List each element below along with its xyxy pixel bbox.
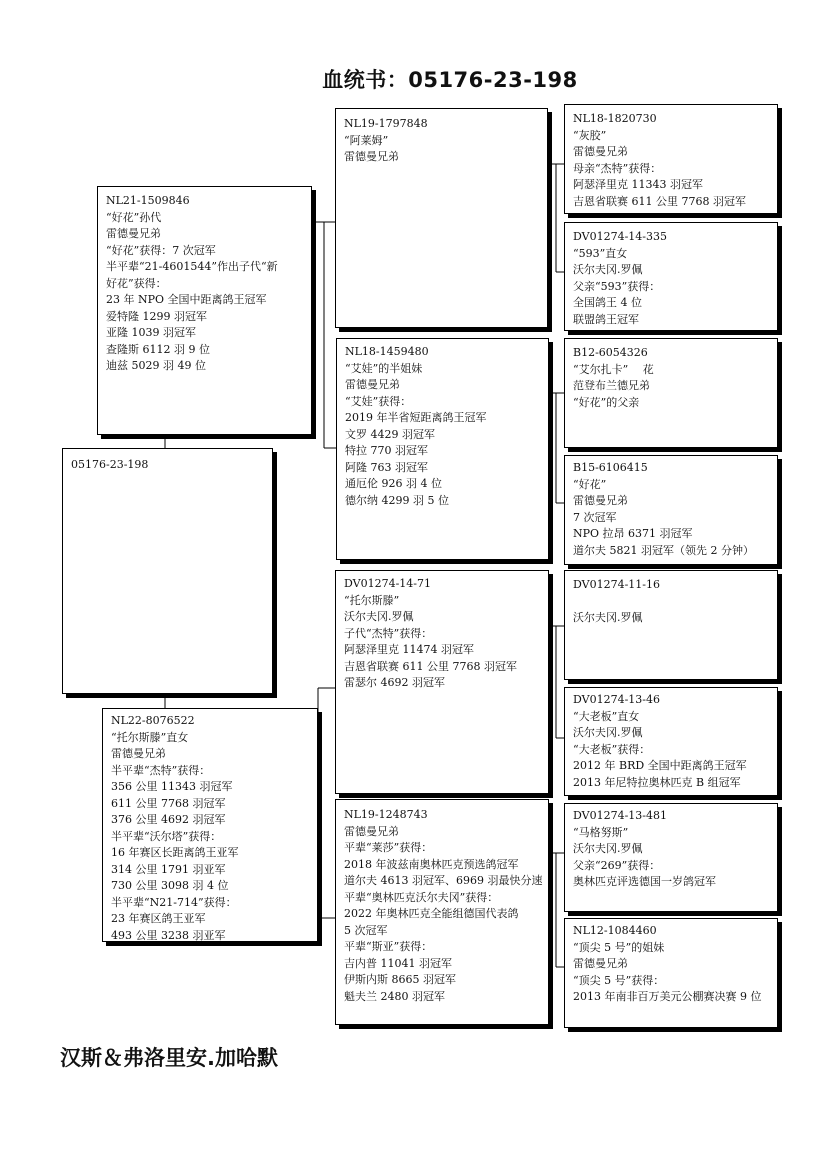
pedigree-card-dam-sire xyxy=(335,570,549,794)
ring-number: DV01274-13-46 xyxy=(573,693,660,706)
pedigree-text-line: 2012 年 BRD 全国中距离鸽王冠军 xyxy=(573,759,747,772)
pedigree-text-line: 雷德曼兄弟 xyxy=(344,824,399,838)
pedigree-text-line: 道尔夫 4613 羽冠军、6969 羽最快分速 xyxy=(344,874,543,887)
pedigree-card-dam-dam-dam xyxy=(564,918,778,1028)
pedigree-text-line: 雷德曼兄弟 xyxy=(106,227,161,240)
pedigree-text-line: “大老板”获得： xyxy=(573,742,651,756)
pedigree-text-line: 通厄伦 926 羽 4 位 xyxy=(345,477,442,490)
ring-number: B12-6054326 xyxy=(573,346,648,359)
pedigree-text-line: 魁夫兰 2480 羽冠军 xyxy=(344,989,445,1003)
ring-number: NL12-1084460 xyxy=(573,924,657,937)
pedigree-text-line: 父亲“269”获得： xyxy=(573,858,661,872)
pedigree-text-line: 吉恩省联赛 611 公里 7768 羽冠军 xyxy=(344,659,517,673)
pedigree-text-line: 沃尔夫冈.罗佩 xyxy=(573,611,643,624)
pedigree-text-line: 阿瑟泽里克 11343 羽冠军 xyxy=(573,178,703,191)
pedigree-card-sire-dam-dam xyxy=(564,455,778,565)
pedigree-text-line: “顶尖 5 号”获得： xyxy=(573,973,665,987)
pedigree-text-line: 雷德曼兄弟 xyxy=(573,494,628,507)
pedigree-card-subject xyxy=(62,448,273,694)
pedigree-text-line: “灰胶” xyxy=(573,128,607,142)
pedigree-text-line: 2013 年南非百万美元公棚赛决赛 9 位 xyxy=(573,990,762,1003)
pedigree-text-line xyxy=(573,594,769,611)
pedigree-text-line: 范登布兰德兄弟 xyxy=(573,379,650,392)
pedigree-text-line: 爱特隆 1299 羽冠军 xyxy=(106,309,207,323)
pedigree-text-line: 迪兹 5029 羽 49 位 xyxy=(106,359,206,372)
pedigree-text-line: 沃尔夫冈.罗佩 xyxy=(344,610,414,623)
pedigree-text-line: 亚隆 1039 羽冠军 xyxy=(106,326,196,339)
pedigree-text-line: “好花” xyxy=(573,477,607,491)
pedigree-text-line: 雷德曼兄弟 xyxy=(573,957,628,970)
pedigree-text-line: 半平辈“N21-714”获得： xyxy=(111,895,237,909)
pedigree-text-line: 493 公里 3238 羽亚军 xyxy=(111,928,226,942)
pedigree-text-line: 雷瑟尔 4692 羽冠军 xyxy=(344,676,445,689)
pedigree-text-line: 雷德曼兄弟 xyxy=(573,145,628,158)
pedigree-text-line: 伊斯内斯 8665 羽冠军 xyxy=(344,973,456,986)
pedigree-text-line: 文罗 4429 羽冠军 xyxy=(345,427,435,441)
pedigree-text-line: 沃尔夫冈.罗佩 xyxy=(573,263,643,276)
pedigree-card-sire-sire-sire xyxy=(564,104,778,214)
ring-number: NL19-1797848 xyxy=(344,117,428,130)
pedigree-text-line: 沃尔夫冈.罗佩 xyxy=(573,842,643,855)
ring-number: NL19-1248743 xyxy=(344,808,428,821)
pedigree-text-line: 611 公里 7768 羽冠军 xyxy=(111,796,226,810)
pedigree-text-line: 5 次冠军 xyxy=(344,923,388,937)
pedigree-text-line: 吉恩省联赛 611 公里 7768 羽冠军 xyxy=(573,194,746,208)
pedigree-text-line: 2018 年波兹南奥林匹克预选鸽冠军 xyxy=(344,857,519,871)
ring-number: NL18-1820730 xyxy=(573,112,657,125)
pedigree-text-line: 吉内普 11041 羽冠军 xyxy=(344,956,452,970)
pedigree-text-line: “顶尖 5 号”的姐妹 xyxy=(573,940,665,954)
pedigree-text-line: 314 公里 1791 羽亚军 xyxy=(111,862,226,876)
pedigree-text-line: 376 公里 4692 羽冠军 xyxy=(111,813,226,826)
pedigree-card-sire xyxy=(97,186,312,435)
pedigree-text-line: 半平辈“21-4601544”作出子代“新 xyxy=(106,260,278,273)
ring-number: NL18-1459480 xyxy=(345,345,429,358)
pedigree-text-line: 特拉 770 羽冠军 xyxy=(345,444,428,457)
pedigree-text-line: 好花”获得： xyxy=(106,276,167,290)
ring-number: B15-6106415 xyxy=(573,461,648,474)
ring-number: DV01274-13-481 xyxy=(573,809,667,822)
pedigree-text-line: 23 年 NPO 全国中距离鸽王冠军 xyxy=(106,293,267,306)
pedigree-card-dam-dam xyxy=(335,799,549,1025)
pedigree-text-line: “托尔斯滕” xyxy=(344,593,400,607)
pedigree-text-line: “马格努斯” xyxy=(573,825,629,839)
pedigree-card-dam-sire-sire xyxy=(564,570,778,680)
pedigree-text-line: 奥林匹克评选德国一岁鸽冠军 xyxy=(573,875,716,888)
pedigree-text-line: “艾娃”获得： xyxy=(345,394,412,408)
pedigree-text-line: 平辈“莱莎”获得： xyxy=(344,841,433,854)
pedigree-text-line: 半平辈“沃尔塔”获得： xyxy=(111,829,222,843)
pedigree-text-line: 730 公里 3098 羽 4 位 xyxy=(111,879,229,892)
pedigree-card-sire-dam-sire xyxy=(564,338,778,448)
pedigree-text-line: “大老板”直女 xyxy=(573,709,640,723)
ring-number: DV01274-11-16 xyxy=(573,578,660,591)
ring-number: DV01274-14-335 xyxy=(573,230,667,243)
breeder-name: 汉斯＆弗洛里安.加哈默 xyxy=(60,1046,278,1070)
pedigree-card-sire-sire-dam xyxy=(564,222,778,331)
pedigree-text-line: “艾娃”的半姐妹 xyxy=(345,361,423,375)
pedigree-text-line: “艾尔扎卡” 花 xyxy=(573,362,654,376)
ring-number: NL21-1509846 xyxy=(106,194,190,207)
pedigree-text-line: 平辈“斯亚”获得： xyxy=(344,940,433,953)
ring-number: 05176-23-198 xyxy=(71,458,149,471)
pedigree-text-line: 雷德曼兄弟 xyxy=(111,747,166,760)
pedigree-text-line: 阿瑟泽里克 11474 羽冠军 xyxy=(344,643,474,656)
pedigree-text-line: 2022 年奥林匹克全能组德国代表鸽 xyxy=(344,907,519,920)
pedigree-text-line: “托尔斯滕”直女 xyxy=(111,730,189,744)
pedigree-text-line: NPO 拉昂 6371 羽冠军 xyxy=(573,527,693,540)
pedigree-card-sire-sire xyxy=(335,108,548,328)
pedigree-card-sire-dam xyxy=(336,338,549,560)
pedigree-text-line: 全国鸽王 4 位 xyxy=(573,296,642,309)
pedigree-text-line: “好花”孙代 xyxy=(106,210,162,224)
pedigree-text-line: 半平辈“杰特”获得： xyxy=(111,763,211,777)
ring-number: NL22-8076522 xyxy=(111,714,195,727)
pedigree-text-line: “阿莱姆” xyxy=(344,133,389,147)
pedigree-text-line: 查隆斯 6112 羽 9 位 xyxy=(106,342,210,356)
pedigree-text-line: “好花”的父亲 xyxy=(573,395,640,409)
pedigree-card-dam-dam-sire xyxy=(564,803,778,912)
pedigree-text-line: 2013 年尼特拉奥林匹克 B 组冠军 xyxy=(573,775,741,789)
page-title: 血统书：05176-23-198 xyxy=(322,68,578,92)
pedigree-text-line: 道尔夫 5821 羽冠军（领先 2 分钟） xyxy=(573,543,754,557)
ring-number: DV01274-14-71 xyxy=(344,577,431,590)
pedigree-text-line: 子代“杰特”获得： xyxy=(344,626,433,640)
pedigree-text-line: “593”直女 xyxy=(573,246,628,260)
pedigree-text-line: 雷德曼兄弟 xyxy=(344,150,399,163)
pedigree-text-line: 356 公里 11343 羽冠军 xyxy=(111,780,233,793)
pedigree-text-line: 联盟鸽王冠军 xyxy=(573,312,639,326)
pedigree-text-line: 沃尔夫冈.罗佩 xyxy=(573,726,643,739)
pedigree-text-line: 德尔纳 4299 羽 5 位 xyxy=(345,493,449,507)
pedigree-text-line: 2019 年半省短距离鸽王冠军 xyxy=(345,411,487,424)
pedigree-card-dam xyxy=(102,708,318,942)
pedigree-text-line: 阿隆 763 羽冠军 xyxy=(345,460,428,474)
pedigree-text-line: 23 年赛区鸽王亚军 xyxy=(111,912,206,925)
pedigree-text-line: “好花”获得：7 次冠军 xyxy=(106,243,216,257)
pedigree-text-line: 16 年赛区长距离鸽王亚军 xyxy=(111,846,239,859)
pedigree-text-line: 父亲“593”获得： xyxy=(573,279,661,293)
pedigree-card-dam-sire-dam xyxy=(564,687,778,796)
pedigree-text-line: 平辈“奥林匹克沃尔夫冈”获得： xyxy=(344,890,499,904)
pedigree-text-line: 母亲“杰特”获得： xyxy=(573,161,662,175)
pedigree-text-line: 7 次冠军 xyxy=(573,510,617,524)
pedigree-text-line: 雷德曼兄弟 xyxy=(345,378,400,391)
